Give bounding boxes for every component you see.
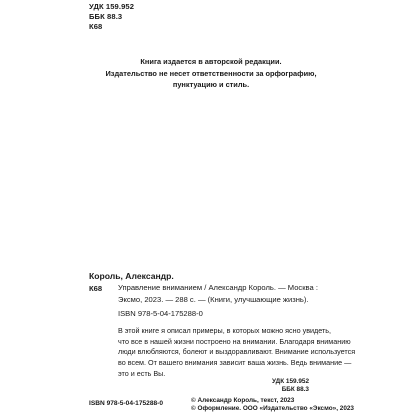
bbk-code: ББК 88.3: [281, 385, 309, 393]
annotation-line: во всем. От вашего внимания зависит ваша жизнь. Ведь внимание —: [118, 357, 352, 367]
annotation-line: В этой книге я описал примеры, в которых можно ясно увидеть,: [118, 326, 332, 336]
editorial-note: [96, 56, 326, 91]
annotation-line: это и есть Вы.: [118, 368, 166, 378]
classification-block-bottom: [272, 378, 309, 394]
entry-author-sign: К68: [89, 284, 103, 293]
bbk-code: ББК 88.3: [89, 12, 123, 21]
editorial-line: Книга издается в авторской редакции.: [140, 57, 282, 66]
footer-isbn: ISBN 978-5-04-175288-0: [89, 400, 164, 407]
classification-block-top: [89, 2, 134, 32]
copyright-design: © Оформление. ООО «Издательство «Эксмо», 2023: [191, 405, 354, 413]
annotation: [89, 326, 356, 379]
annotation-line: люди влюбляются, болеют и выздоравливают. Внимание используется: [118, 347, 356, 357]
entry-description-line: Эксмо, 2023. — 288 с. — (Книги, улучшающие жизнь).: [118, 294, 309, 304]
editorial-line: пунктуацию и стиль.: [172, 80, 250, 90]
entry-isbn: ISBN 978-5-04-175288-0: [118, 309, 203, 319]
copyright-author: © Александр Король, текст, 2023: [191, 397, 295, 404]
editorial-line: Издательство не несет ответственности за орфографию,: [105, 68, 317, 78]
udk-code: УДК 159.952: [272, 378, 309, 385]
author-sign: К68: [89, 22, 103, 31]
copyright-block: [191, 397, 354, 414]
bibliographic-entry: [89, 270, 379, 379]
udk-code: УДК 159.952: [89, 2, 135, 11]
annotation-line: что все в нашей жизни построено на внимании. Благодаря вниманию: [118, 336, 351, 346]
entry-author: Король, Александр.: [89, 271, 174, 281]
entry-description: [89, 282, 379, 305]
entry-description-line: Управление вниманием / Александр Король. — Москва :: [118, 283, 318, 292]
